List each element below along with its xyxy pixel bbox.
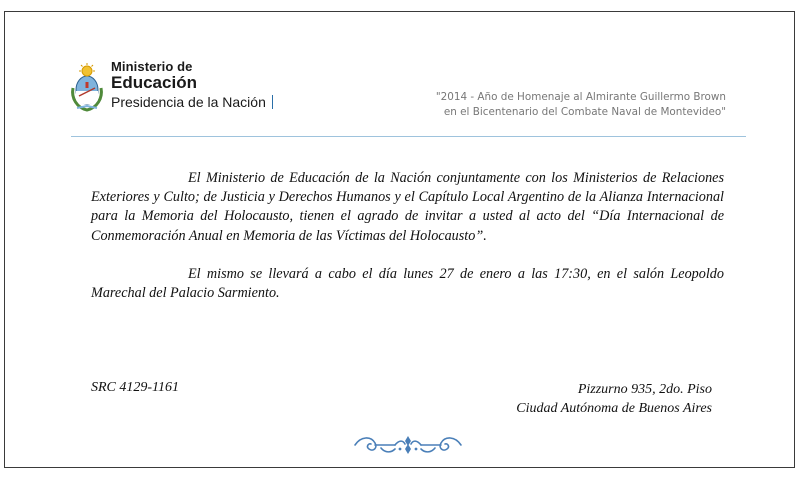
header-divider	[71, 136, 746, 137]
logo-presidency-label: Presidencia de la Nación	[111, 95, 273, 109]
year-motto-line-1: "2014 - Año de Homenaje al Almirante Guillermo Brown	[435, 91, 726, 103]
logo-ministry-label: Ministerio de	[111, 59, 193, 74]
argentina-coat-of-arms-icon	[69, 62, 105, 112]
logo-education-label: Educación	[111, 73, 197, 92]
year-motto	[436, 90, 726, 120]
rsvp-phone: SRC 4129-1161	[91, 380, 180, 395]
invitation-body	[91, 169, 724, 303]
event-address	[516, 380, 712, 418]
address-line-2: Ciudad Autónoma de Buenos Aires	[516, 401, 712, 416]
invitation-paragraph-1: El Ministerio de Educación de la Nación conjuntamente con los Ministerios de Relaciones Exteriores y Culto; de Justicia y Derechos Humanos y el Capítulo Local Argentino de la Alianza Internacional para la Memoria del Holocausto, tienen el agrado de invitar a usted al acto del “Día Internacional de Conmemoración Anual en Memoria de las Víctimas del Holocausto”.	[91, 170, 724, 244]
address-line-1: Pizzurno 935, 2do. Piso	[577, 382, 712, 397]
invitation-page	[4, 11, 795, 468]
ministry-logo	[111, 60, 273, 111]
year-motto-line-2: en el Bicentenario del Combate Naval de Montevideo"	[443, 106, 726, 118]
decorative-scroll-icon	[351, 432, 465, 458]
invitation-paragraph-2: El mismo se llevará a cabo el día lunes 27 de enero a las 17:30, en el salón Leopoldo Marechal del Palacio Sarmiento.	[91, 265, 724, 302]
